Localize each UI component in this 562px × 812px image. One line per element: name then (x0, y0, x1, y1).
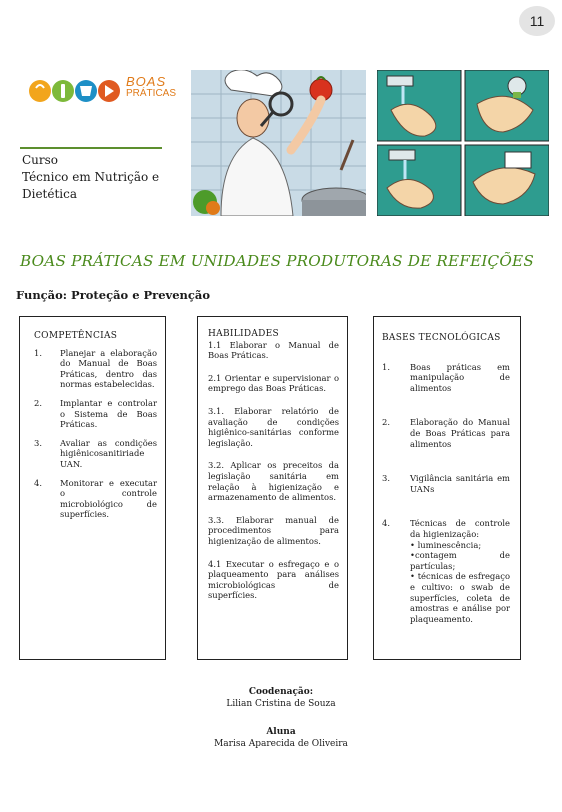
list-item: 4. Monitorar e executar o controle microbiológico de superfícies. (34, 477, 157, 520)
logo-circles-icon (28, 74, 126, 108)
student-block (0, 726, 562, 750)
student-label: Aluna (266, 727, 296, 737)
bases-heading: BASES TECNOLÓGICAS (382, 333, 501, 343)
main-title: BOAS PRÁTICAS EM UNIDADES PRODUTORAS DE REFEIÇÕES (20, 252, 534, 270)
list-item: 1. Boas práticas em manipulação de alimentos (382, 361, 510, 393)
list-item: 1.1 Elaborar o Manual de Boas Práticas. (208, 339, 339, 361)
bases-tecnologicas-box (373, 316, 521, 660)
habilidades-box (197, 316, 348, 660)
list-item: 2.1 Orientar e supervisionar o emprego das Boas Práticas. (208, 372, 339, 394)
list-item: 2. Elaboração do Manual de Boas Práticas para alimentos (382, 417, 510, 449)
list-item: 4. Técnicas de controle da higienização: • luminescência; •contagem de partículas; • técnicas de esfregaço e cultivo: o swab de superfícies, coleta de amostras e análise por plaqueamento. (382, 518, 510, 624)
competencias-box (19, 316, 166, 660)
bases-list (382, 362, 510, 625)
list-item: 3.3. Elaborar manual de procedimentos para higienização de alimentos. (208, 514, 339, 546)
page-number: 11 (519, 6, 555, 36)
handwashing-illustration (377, 70, 549, 216)
list-item: 4.1 Executar o esfregaço e o plaqueamento para análises microbiológicas de superfícies. (208, 558, 339, 601)
logo-wordmark: BOAS PRÁTICAS (126, 74, 177, 99)
student-name: Marisa Aparecida de Oliveira (214, 739, 348, 749)
coordination-block (0, 686, 562, 710)
competencias-heading: COMPETÊNCIAS (34, 331, 118, 341)
habilidades-heading: HABILIDADES (208, 329, 280, 339)
list-item: 3.2. Aplicar os preceitos da legislação sanitária em relação à higienização e armazenamento de alimentos. (208, 460, 339, 503)
list-item: 1. Planejar a elaboração do Manual de Boas Práticas, dentro das normas estabelecidas. (34, 347, 157, 390)
course-name: Curso Técnico em Nutrição e Dietética (22, 153, 160, 201)
function-label: Função: Proteção e Prevenção (16, 288, 211, 302)
competencias-list (34, 348, 157, 520)
chef-illustration (191, 70, 366, 216)
list-item: 3. Avaliar as condições higiênicosanitiriade UAN. (34, 437, 157, 469)
boas-praticas-logo (28, 74, 177, 108)
list-item: 3.1. Elaborar relatório de avaliação de condições higiênico-sanitárias conforme legislação. (208, 405, 339, 448)
list-item: 2. Implantar e controlar o Sistema de Boas Práticas. (34, 397, 157, 430)
coordination-name: Lilian Cristina de Souza (226, 699, 336, 709)
course-divider (20, 147, 162, 149)
coordination-label: Coodenação: (248, 687, 314, 697)
list-item: 3. Vigilância sanitária em UANs (382, 473, 510, 494)
